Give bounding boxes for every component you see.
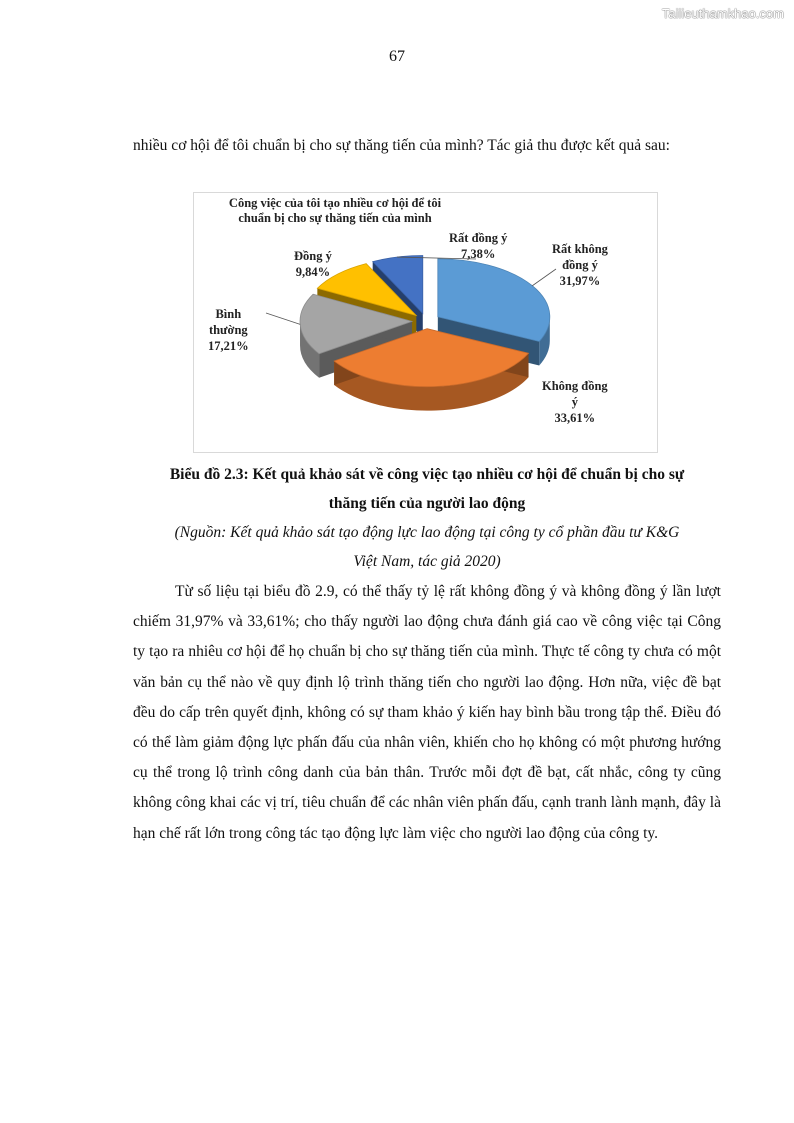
- intro-paragraph: nhiều cơ hội để tôi chuẩn bị cho sự thăng tiến của mình? Tác giả thu được kết quả sau:: [133, 137, 670, 154]
- label-rat-khong-dong-y-line-1: Rất không: [552, 242, 608, 256]
- figure-caption-line-1: Biểu đồ 2.3: Kết quả khảo sát về công việc tạo nhiều cơ hội để chuẩn bị cho sự: [169, 466, 685, 483]
- figure-caption: [120, 460, 734, 518]
- label-rat-dong-y-line-1: Rất đồng ý: [449, 231, 508, 245]
- figure-source-line-1: (Nguồn: Kết quả khảo sát tạo động lực lao động tại công ty cổ phần đầu tư K&G: [174, 524, 680, 541]
- label-binh-thuong: [208, 306, 249, 354]
- figure-source: [120, 518, 734, 576]
- figure-caption-line-2: thăng tiến của người lao động: [328, 495, 526, 512]
- chart-title: [200, 196, 470, 226]
- label-rat-dong-y-value: 7,38%: [460, 247, 496, 261]
- body-paragraph-text: Từ số liệu tại biểu đồ 2.9, có thể thấy tỷ lệ rất không đồng ý và không đồng ý lần lượt chiếm 31,97% và 33,61%; cho thấy người lao động chưa đánh giá cao về công việc tại Công ty tạo ra nhiêu cơ hội để họ chuẩn bị cho sự thăng tiến của mình. Thực tế công ty chưa có một văn bản cụ thể nào về quy định lộ trình thăng tiến cho người lao động. Hơn nữa, việc đề bạt đều do cấp trên quyết định, không có sự tham khảo ý kiến hay bình bầu trong tập thể. Điều đó có thể làm giảm động lực phấn đấu của nhân viên, khiến cho họ không có một phương hướng cụ thể trong lộ trình công danh của bản thân. Trước mỗi đợt đề bạt, cất nhắc, công ty cũng không công khai các vị trí, tiêu chuẩn để các nhân viên phấn đấu, cạnh tranh lành mạnh, đây là hạn chế rất lớn trong công tác tạo động lực làm việc cho người lao động của công ty.: [133, 583, 721, 842]
- chart-title-line-1: Công việc của tôi tạo nhiều cơ hội để tôi: [228, 196, 442, 210]
- label-dong-y-value: 9,84%: [295, 265, 331, 279]
- label-khong-dong-y-line-1: Không đồng: [542, 379, 608, 393]
- label-rat-khong-dong-y-line-2: đồng ý: [562, 258, 598, 272]
- watermark: Tailieuthamkhao.com: [661, 6, 784, 21]
- label-binh-thuong-value: 17,21%: [208, 339, 249, 353]
- label-dong-y-line-1: Đồng ý: [294, 249, 332, 263]
- page-number: 67: [389, 48, 405, 65]
- label-khong-dong-y-line-2: ý: [571, 395, 578, 409]
- label-rat-khong-dong-y-value: 31,97%: [559, 274, 601, 288]
- pie-chart: [193, 192, 658, 453]
- figure-source-line-2: Việt Nam, tác giả 2020): [353, 553, 501, 570]
- label-binh-thuong-line-2: thường: [208, 323, 248, 337]
- label-rat-khong-dong-y: [552, 241, 608, 289]
- label-rat-dong-y: [449, 230, 507, 262]
- label-dong-y: [294, 248, 332, 280]
- body-paragraph: [133, 577, 721, 849]
- leader-line-binh-thuong: [266, 313, 300, 324]
- label-khong-dong-y: [542, 378, 608, 426]
- label-khong-dong-y-value: 33,61%: [554, 411, 596, 425]
- label-binh-thuong-line-1: Bình: [215, 307, 242, 321]
- chart-title-line-2: chuẩn bị cho sự thăng tiến của mình: [238, 211, 432, 225]
